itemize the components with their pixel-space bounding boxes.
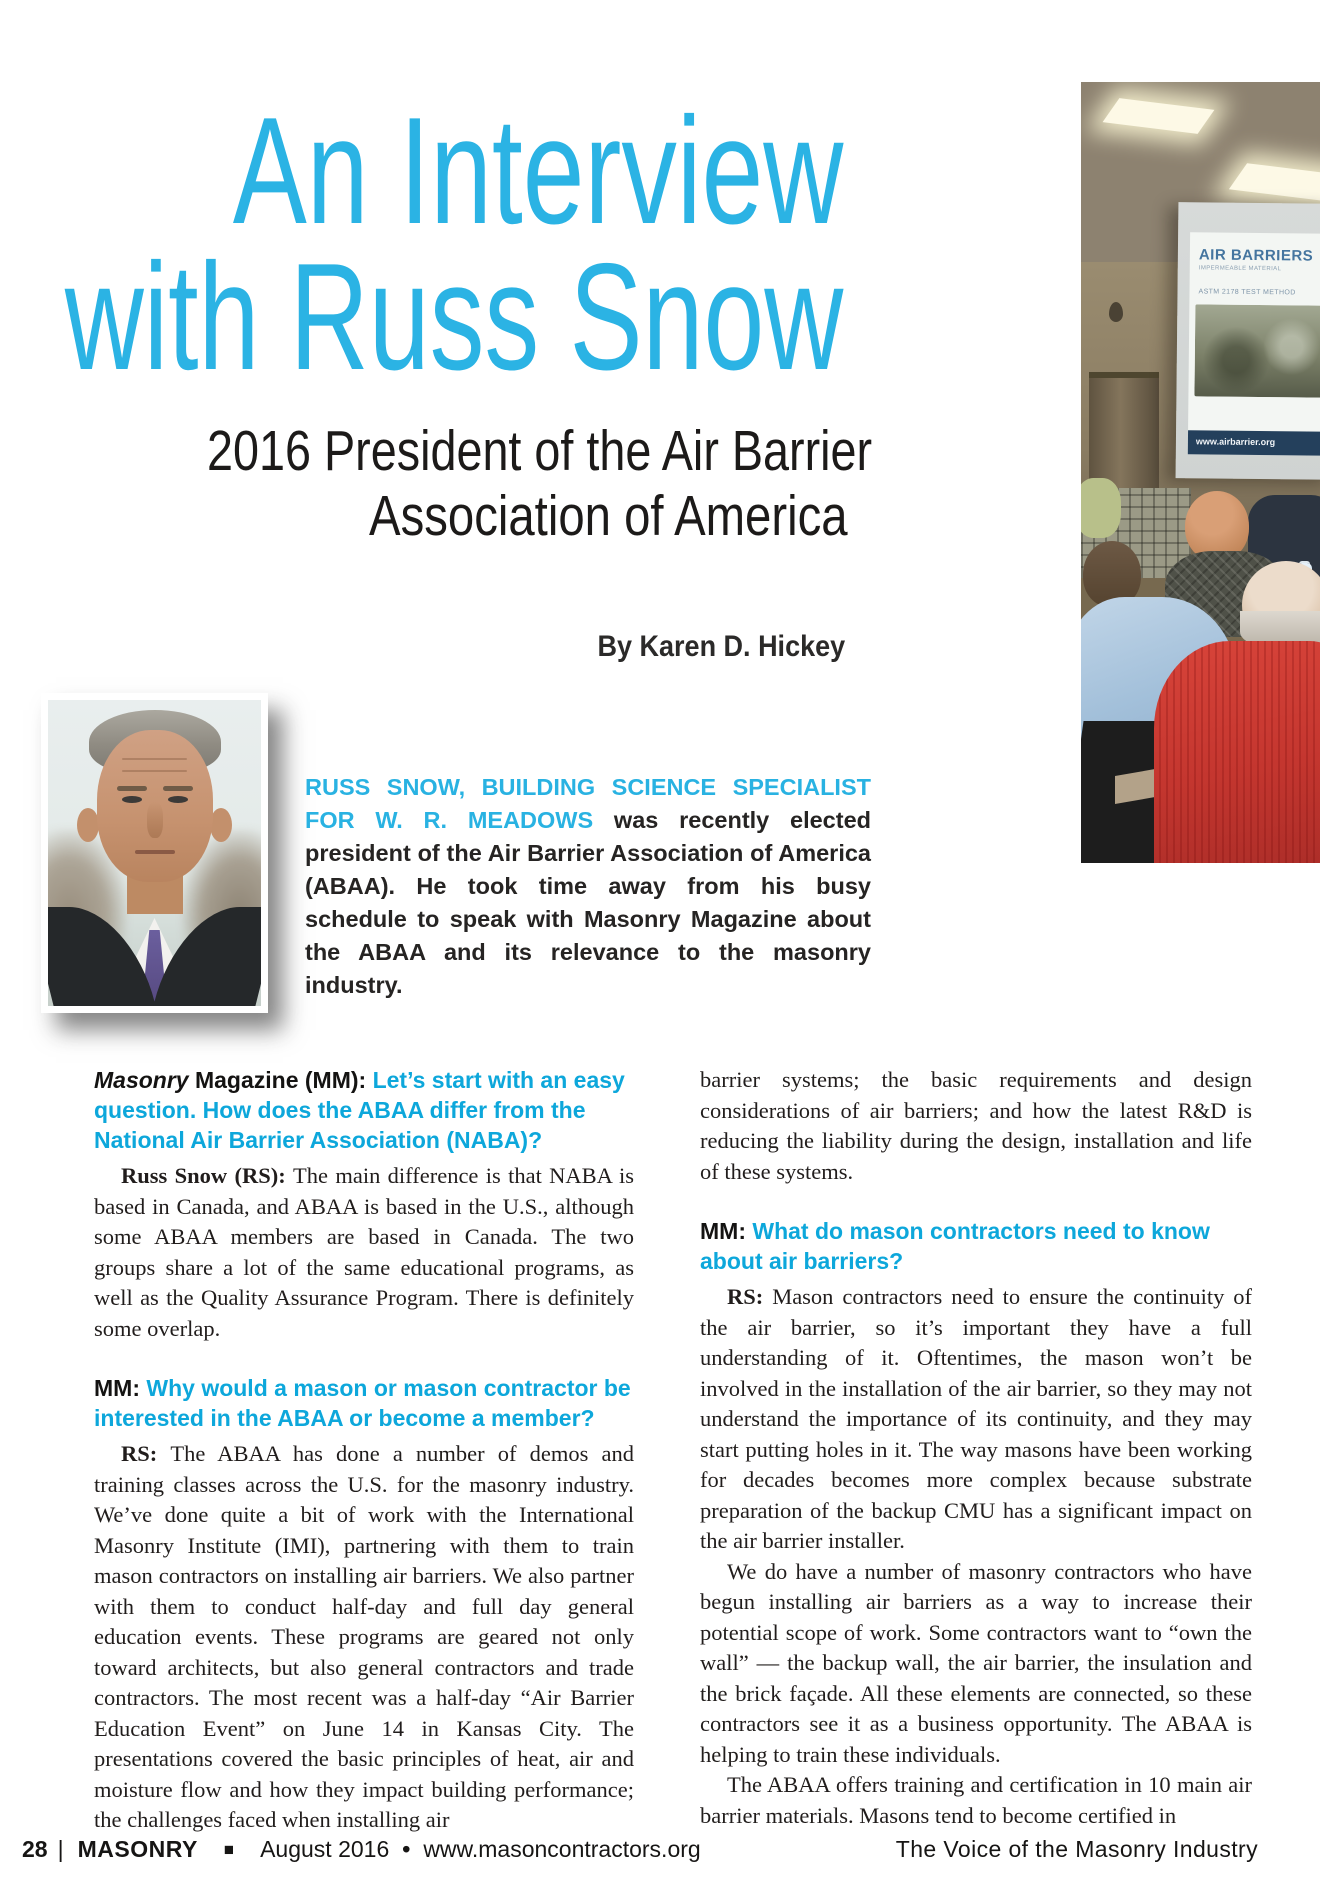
slide-url: www.airbarrier.org <box>1195 436 1276 448</box>
answer-3-text: Mason contractors need to ensure the continuity of the air barrier, so it’s important they have a full understanding of it. Oftentimes, the mason won’t be involved in the installation of the air barrier, so they may not understand the importance of its continuity, and they may start putting holes in it. The way masons have been working for decades becomes more complex because substrate preparation of the backup CMU has a significant impact on the air barrier installer. <box>700 1284 1252 1553</box>
question-2-text: Why would a mason or mason contractor be interested in the ABAA or become a member? <box>94 1375 631 1431</box>
answer-1-paragraph <box>94 1161 634 1344</box>
audience-green-shirt <box>1081 478 1121 538</box>
answer-3-lead: RS: <box>727 1284 773 1309</box>
intro-rest: was recently elected president of the Air Barrier Association of America (ABAA). He took time away from his busy schedule to speak with Masonry Magazine about the ABAA and its relevance to the masonry industry. <box>305 806 871 998</box>
square-bullet-icon: ■ <box>223 1839 235 1859</box>
paragraph-own-the-wall-text: We do have a number of masonry contractors who have begun installing air barriers as a way to increase their potential scope of work. Some contractors want to “own the wall” — the backup wall, the air barrier, the insulation and the brick façade. All these elements are connected, so these contractors see it as a business opportunity. The ABAA is helping to train these individuals. <box>700 1558 1252 1767</box>
portrait-face <box>97 730 213 882</box>
intro-paragraph <box>305 771 871 1002</box>
conference-photo <box>1081 82 1320 863</box>
answer-2-text: The ABAA has done a number of demos and training classes across the U.S. for the masonry industry. We’ve done quite a bit of work with the International Masonry Institute (IMI), partnering with them to train mason contractors on installing air barriers. We also partner with them to conduct half-day and full day general education events. These programs are geared not only toward architects, but also general contractors and trade contractors. The most recent was a half-day “Air Barrier Education Event” on June 14 in Kansas City. The presentations covered the basic principles of heat, air and moisture flow and how they impact building performance; the challenges faced when installing air <box>94 1441 634 1832</box>
portrait-eye <box>168 796 188 803</box>
answer-1-text: The main difference is that NABA is based in Canada, and ABAA is based in the U.S., although some ABAA members are based in Canada. The two groups share a lot of the same educational programs, as well as the Quality Assurance Program. There is definitely some overlap. <box>94 1163 634 1341</box>
slide-title: AIR BARRIERS <box>1198 246 1314 265</box>
audience-red-polo <box>1154 641 1320 863</box>
portrait-photo <box>48 700 261 1006</box>
magazine-name-italic: Masonry <box>94 1067 189 1093</box>
question-2-lead: MM: <box>94 1375 147 1401</box>
slide-test-method: ASTM 2178 TEST METHOD <box>1198 288 1296 297</box>
article-title-line-1: An Interview <box>232 86 843 256</box>
answer-2-paragraph <box>94 1439 634 1836</box>
projected-slide <box>1188 232 1320 456</box>
continuation-paragraph <box>700 1065 1252 1187</box>
footer-separator: | <box>57 1836 64 1862</box>
page-footer <box>22 1836 1258 1866</box>
question-3-lead: MM: <box>700 1218 753 1244</box>
footer-tagline: The Voice of the Masonry Industry <box>895 1836 1258 1862</box>
portrait-eyebrow <box>117 786 147 791</box>
publisher-url: www.masoncontractors.org <box>423 1836 701 1862</box>
portrait-forehead-line <box>122 758 187 760</box>
question-1-text: Let’s start with an easy question. How does the ABAA differ from the National Air Barrier Association (NABA)? <box>94 1067 625 1153</box>
magazine-name: MASONRY <box>77 1836 198 1862</box>
answer-3-paragraph <box>700 1282 1252 1557</box>
byline: By Karen D. Hickey <box>597 630 845 663</box>
answer-2-lead: RS: <box>121 1441 171 1466</box>
projection-screen <box>1176 202 1320 480</box>
continuation-text: barrier systems; the basic requirements and design considerations of air barriers; and how the latest R&D is reducing the liability during the design, installation and life of these systems. <box>700 1067 1252 1184</box>
question-1-lead: Magazine (MM): <box>188 1067 373 1093</box>
portrait-mouth <box>135 850 175 854</box>
answer-1-lead: Russ Snow (RS): <box>121 1163 294 1188</box>
question-3-text: What do mason contractors need to know about air barriers? <box>700 1218 1210 1274</box>
audience <box>1081 533 1320 863</box>
paragraph-own-the-wall <box>700 1557 1252 1771</box>
question-2-heading <box>94 1373 634 1433</box>
slide-photo <box>1194 304 1320 397</box>
page-number: 28 <box>22 1836 48 1862</box>
dot-bullet-icon: • <box>402 1836 411 1862</box>
footer-left <box>22 1836 701 1863</box>
slide-subtitle: IMPERMEABLE MATERIAL <box>1198 265 1282 273</box>
article-subtitle-line-2: Association of America <box>369 484 848 548</box>
article-column-right <box>700 1065 1252 1831</box>
article-subtitle-line-1: 2016 President of the Air Barrier <box>206 419 872 483</box>
intro-lead: RUSS SNOW, BUILDING SCIENCE SPECIALIST FOR W. R. MEADOWS <box>305 773 871 833</box>
slide-footer-strip <box>1188 430 1320 456</box>
paragraph-certification <box>700 1770 1252 1831</box>
portrait-nose <box>147 802 163 838</box>
article-title-line-2: with Russ Snow <box>64 232 843 402</box>
russ-snow-portrait <box>41 693 268 1013</box>
portrait-ear <box>210 808 232 842</box>
photo-wall-sconce <box>1109 302 1123 322</box>
question-1-heading <box>94 1065 634 1155</box>
portrait-forehead-line <box>122 770 187 772</box>
question-3-heading <box>700 1216 1252 1276</box>
portrait-eye <box>122 796 142 803</box>
article-column-left <box>94 1065 634 1836</box>
issue-date: August 2016 <box>260 1836 390 1862</box>
portrait-eyebrow <box>163 786 193 791</box>
paragraph-certification-text: The ABAA offers training and certification in 10 main air barrier materials. Masons tend to become certified in <box>700 1772 1252 1828</box>
